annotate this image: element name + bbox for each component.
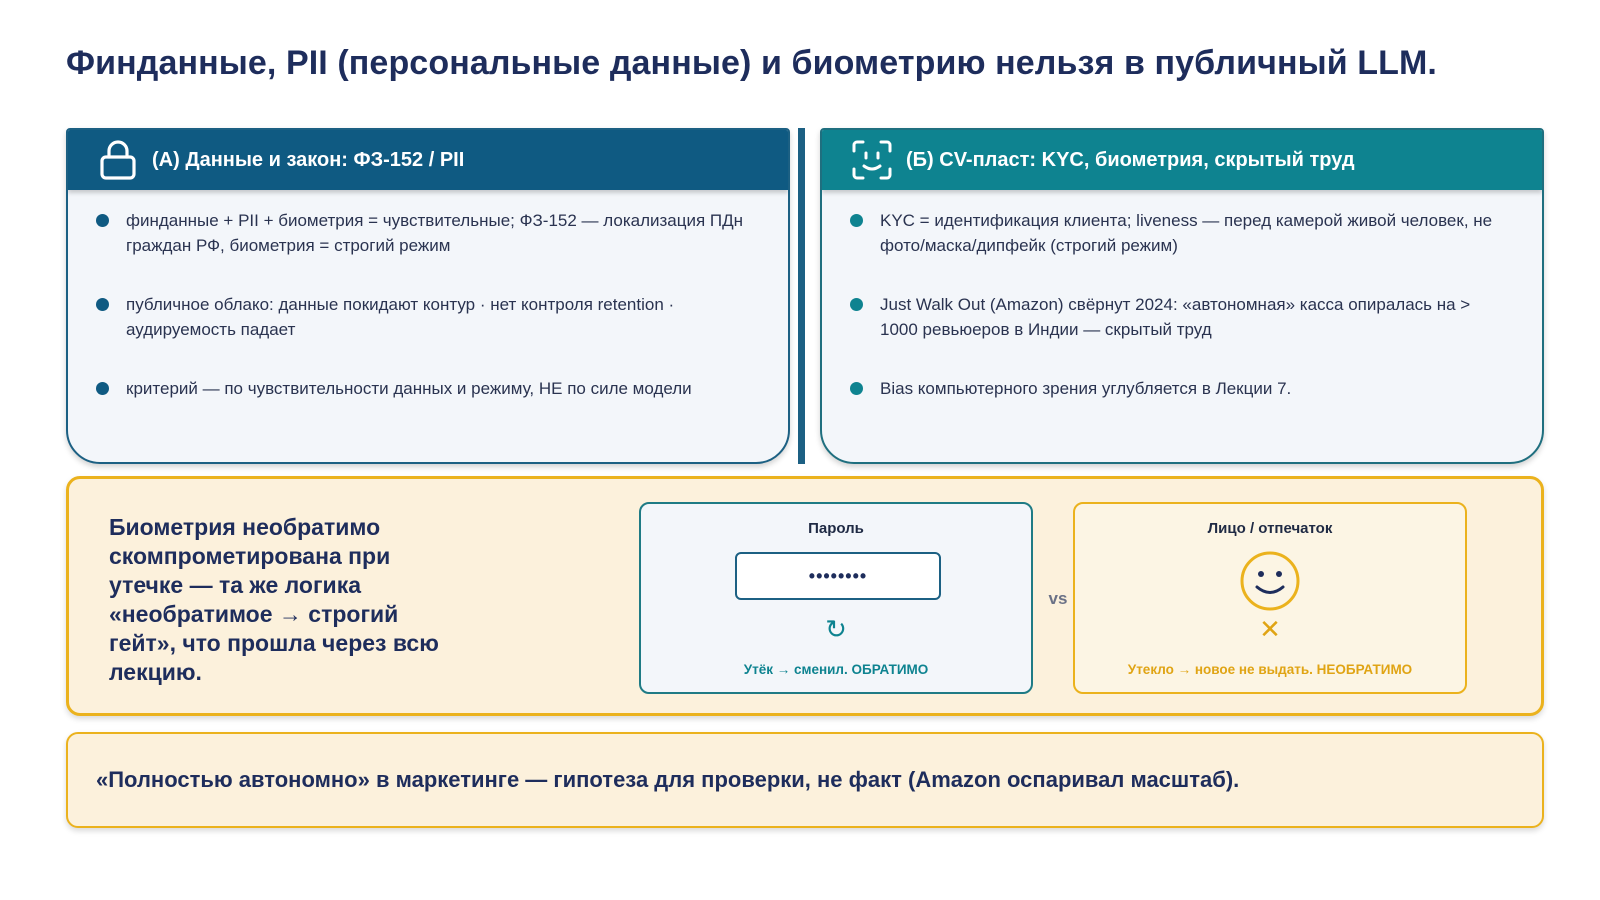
- password-caption: Утёк → сменил. ОБРАТИМО: [743, 662, 929, 677]
- cross-icon: ✕: [1259, 614, 1281, 644]
- password-label: Пароль: [808, 520, 864, 537]
- bullet-dot: [96, 214, 109, 227]
- bullet-dot: [850, 214, 863, 227]
- list-item: финданные + PII + биометрия = чувствительные; ФЗ-152 — локализация ПДн граждан РФ, биометрия = строгий режим: [96, 208, 758, 258]
- face-label: Лицо / отпечаток: [1207, 520, 1333, 537]
- card-b-header: [822, 130, 1542, 190]
- list-item: KYC = идентификация клиента; liveness — перед камерой живой человек, не фото/маска/дипфейк (строгий режим): [850, 208, 1512, 258]
- card-b-heading: (Б) CV-пласт: KYC, биометрия, скрытый труд: [906, 148, 1355, 171]
- page-title: Финданные, PII (персональные данные) и биометрию нельзя в публичный LLM.: [66, 44, 1437, 82]
- bullet-dot: [850, 298, 863, 311]
- password-field: ••••••••: [735, 552, 941, 600]
- list-item: Just Walk Out (Amazon) свёрнут 2024: «автономная» касса опиралась на > 1000 ревьюеров в Индии — скрытый труд: [850, 292, 1512, 342]
- card-a-header: [68, 130, 788, 190]
- bottom-note: [66, 732, 1544, 828]
- card-a-heading: (А) Данные и закон: ФЗ-152 / PII: [152, 148, 465, 171]
- card-a-list: [68, 190, 788, 401]
- list-item: критерий — по чувствительности данных и режиму, НЕ по силе модели: [96, 376, 758, 401]
- face-scan-icon: [850, 138, 894, 182]
- card-data-law: [66, 128, 790, 464]
- list-item: публичное облако: данные покидают контур · нет контроля retention · аудируемость падает: [96, 292, 758, 342]
- bullet-dot: [96, 298, 109, 311]
- bullet-dot: [850, 382, 863, 395]
- face-box: [1073, 502, 1467, 694]
- column-divider: [798, 128, 805, 464]
- vs-label: vs: [1048, 589, 1068, 608]
- biometrics-panel: [66, 476, 1544, 716]
- card-b-list: [822, 190, 1542, 401]
- card-cv-layer: [820, 128, 1544, 464]
- lock-icon: [96, 138, 140, 182]
- face-caption: Утекло → новое не выдать. НЕОБРАТИМО: [1127, 662, 1413, 677]
- biometrics-statement: Биометрия необратимо скомпрометирована при утечке — та же логика «необратимое → строгий гейт», что прошла через всю лекцию.: [109, 514, 439, 685]
- smiley-face-icon: [1239, 550, 1301, 612]
- bullet-dot: [96, 382, 109, 395]
- bottom-note-text: «Полностью автономно» в маркетинге — гипотеза для проверки, не факт (Amazon оспаривал масштаб).: [96, 767, 1240, 792]
- refresh-icon: ↻: [825, 614, 847, 644]
- password-box: [639, 502, 1033, 694]
- list-item: Bias компьютерного зрения углубляется в Лекции 7.: [850, 376, 1512, 401]
